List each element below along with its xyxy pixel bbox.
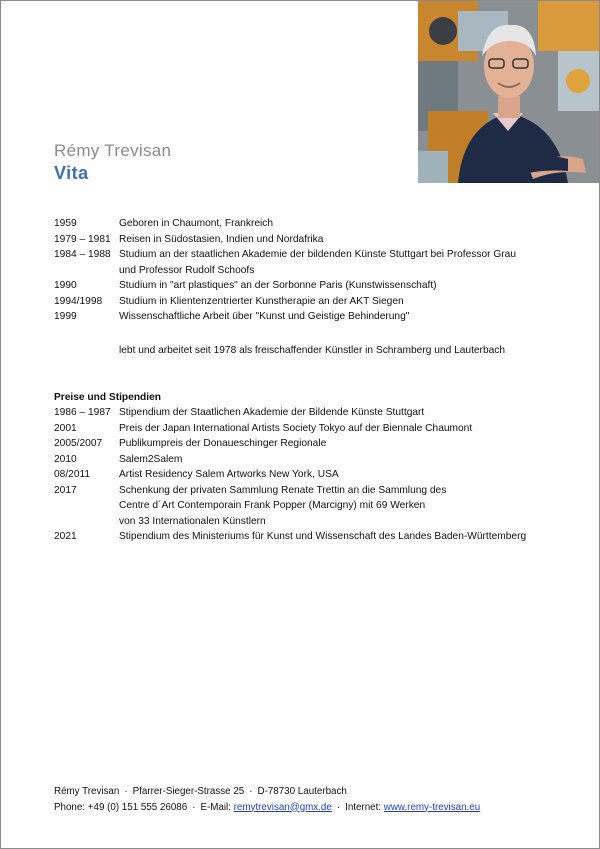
entry-text: Studium in Klientenzentrierter Kunstherapie an der AKT Siegen [119,295,404,307]
entry-text: Preis der Japan International Artists Society Tokyo auf der Biennale Chaumont [119,422,473,434]
footer-street: Pfarrer-Sieger-Strasse 25 [132,786,245,797]
residence-note: lebt und arbeitet seit 1978 als freischaffender Künstler in Schramberg und Lauterbach [119,345,506,356]
entry-text: Artist Residency Salem Artworks New York, USA [119,469,339,480]
entry-text: Stipendium der Staatlichen Akademie der Bildende Künste Stuttgart [119,407,425,418]
entry-text: von 33 Internationalen Künstlern [119,515,266,527]
entry-row [54,232,574,248]
entry-text: Geboren in Chaumont, Frankreich [119,218,274,229]
entry-year: 2001 [54,422,77,434]
page-title: Vita [54,163,89,183]
entry-row [54,405,574,421]
email-label: E-Mail: [200,801,231,813]
entry-year: 1984 – 1988 [54,249,111,260]
entry-row [54,529,574,545]
vita-list [54,216,574,325]
entry-text: Wissenschaftliche Arbeit über "Kunst und Geistige Behinderung" [119,311,410,322]
entry-year: 1999 [54,311,77,322]
entry-year: 2021 [54,531,77,542]
entry-row [54,514,574,530]
entry-text: Schenkung der privaten Sammlung Renate Trettin an die Sammlung des [119,484,447,496]
separator: · [249,786,253,797]
awards-list [54,405,574,545]
entry-row [54,483,574,499]
entry-row [54,498,574,514]
entry-row [54,294,574,310]
footer-contact-line [54,800,480,816]
entry-text: Studium an der staatlichen Akademie der bildenden Künste Stuttgart bei Professor Grau [119,249,516,260]
entry-year: 1994/1998 [54,295,103,307]
entry-year: 2005/2007 [54,438,103,449]
entry-year [54,263,119,279]
entry-year [54,498,119,514]
entry-text: Centre d´Art Contemporain Frank Popper (Marcigny) mit 69 Werken [119,500,426,511]
entry-text: und Professor Rudolf Schoofs [119,264,255,276]
author-name: Rémy Trevisan [54,141,172,160]
entry-text: Reisen in Südostasien, Indien und Nordafrika [119,233,324,245]
entry-text: Stipendium des Ministeriums für Kunst und Wissenschaft des Landes Baden-Württemberg [119,531,527,542]
footer-name: Rémy Trevisan [54,786,120,797]
entry-text: Salem2Salem [119,453,183,465]
entry-year: 1959 [54,218,77,229]
awards-heading: Preise und Stipendien [54,392,161,403]
footer-phone: Phone: +49 (0) 151 555 26086 [54,801,188,813]
entry-row [54,278,574,294]
internet-label: Internet: [345,801,382,813]
entry-text: Studium in "art plastiques" an der Sorbonne Paris (Kunstwissenschaft) [119,280,437,291]
footer [54,784,480,815]
entry-row [54,216,574,232]
entry-year: 2017 [54,484,77,496]
entry-year: 1986 – 1987 [54,407,111,418]
entry-year: 1990 [54,280,77,291]
portrait-photo [418,1,599,183]
entry-year [54,514,119,530]
entry-year: 2010 [54,453,77,465]
separator: · [336,801,341,813]
entry-row [54,247,574,263]
separator: · [192,801,196,813]
entry-row [54,309,574,325]
email-link[interactable]: remytrevisan@gmx.de [233,801,332,813]
entry-text: Publikumpreis der Donaueschinger Regionale [119,438,327,449]
footer-city: D-78730 Lauterbach [257,786,347,797]
entry-year: 08/2011 [54,469,91,480]
entry-row [54,421,574,437]
entry-row [54,436,574,452]
footer-address-line [54,784,480,800]
separator: · [124,786,128,797]
entry-year: 1979 – 1981 [54,233,111,245]
entry-row [54,452,574,468]
entry-row [54,263,574,279]
entry-row [54,467,574,483]
website-link[interactable]: www.remy-trevisan.eu [383,801,481,813]
